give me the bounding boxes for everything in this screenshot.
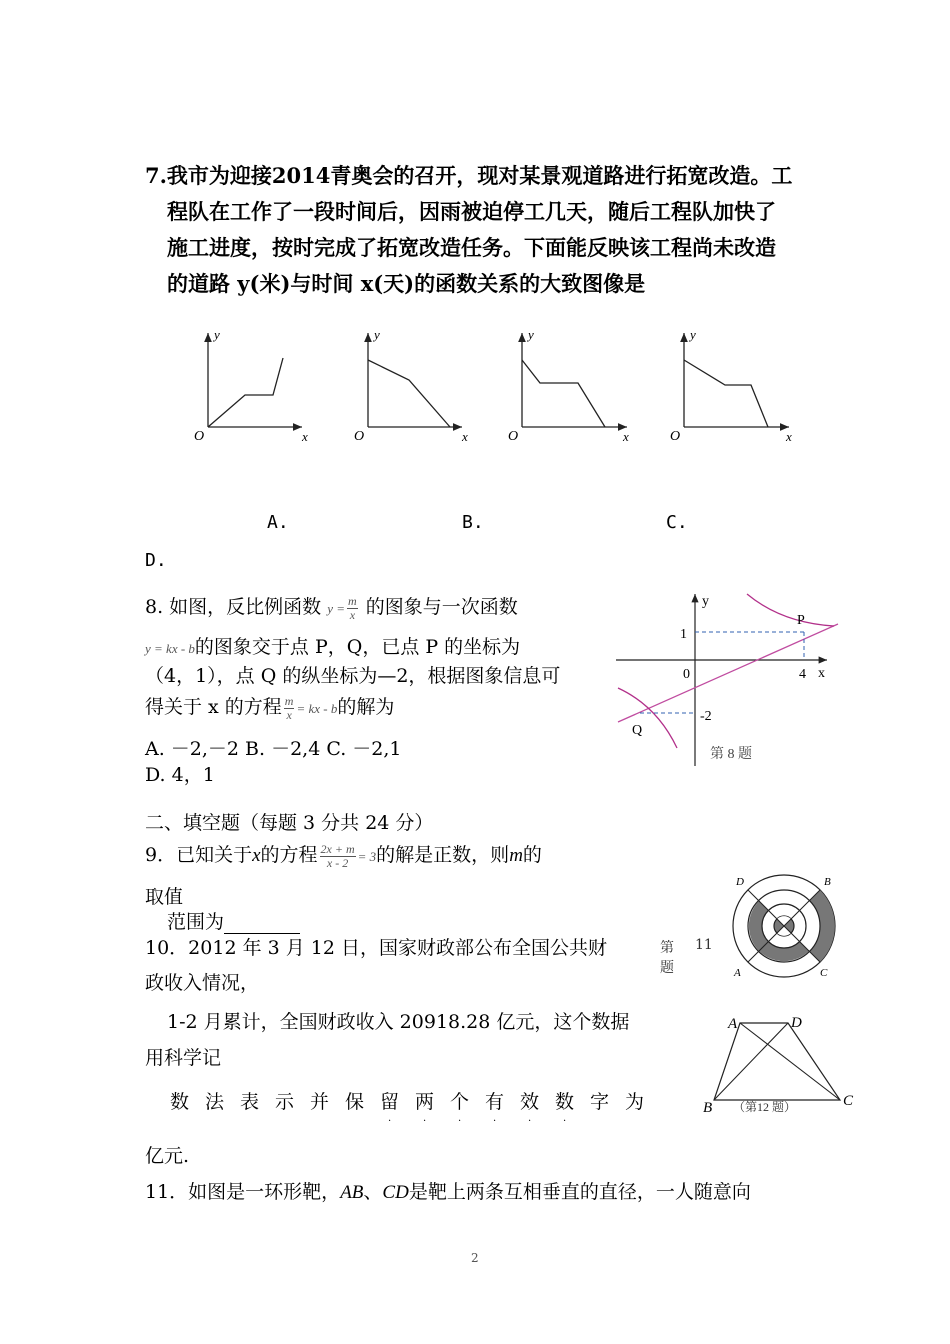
q12-label-a: A [728,1016,738,1032]
q8-point-q: Q [632,723,643,738]
q9-answer-blank[interactable] [224,915,300,934]
q9-den: x - 2 [326,855,349,870]
q8-y-label: y [702,594,709,609]
q10-line-4: 用科学记 [145,1047,222,1069]
q10-line-3: 1-2 月累计，全国财政收入 20918.28 亿元，这个数据 [167,1011,630,1033]
q11-label-c: C [820,967,828,979]
q10-char: 保 [344,1091,364,1113]
q8-x-label: x [818,666,825,681]
q8-option-d: D. 4，1 [145,764,215,786]
q10-line-1: 10．2012 年 3 月 12 日，国家财政部公布全国公共财 [145,937,607,959]
q7-line-1: 7.我市为迎接2014青奥会的召开，现对某景观道路进行拓宽改造。工 [145,163,793,188]
q10-char-emphasis: 效 [519,1091,539,1113]
q9-line-2: 取值 [145,886,184,908]
q7-graphs [185,325,810,450]
q8-eq-rhs: = kx - b [296,701,338,716]
q12-caption: （第12 题） [733,1100,797,1114]
q11-target-figure [728,872,843,980]
q11-caption-2: 11 [695,937,713,953]
q10-char: 法 [204,1091,224,1113]
q7-c-y-label: y [528,327,534,342]
q12-diagonal-bd [714,1023,788,1100]
q9-tail: 的 [522,844,542,866]
q8-eq-inverse-lhs: y = [327,601,346,616]
q9-fraction [320,843,356,870]
q10-line-2: 政收入情况， [145,972,260,994]
q8-point-p: P [797,613,805,628]
q9-num: 2x + m [320,841,355,856]
q9-line-3 [167,907,300,934]
q8-figure [612,588,842,768]
q10-char: 并 [309,1091,329,1113]
q8-tick-neg2: -2 [700,709,712,724]
q8-eq-num: m [284,693,294,708]
q7-b-y-label: y [374,327,380,342]
q10-char: 数 [169,1091,189,1113]
q10-char: 示 [274,1091,294,1113]
q12-label-c: C [843,1093,854,1109]
q12-label-b: B [703,1100,713,1116]
q8-line-4-suffix: 的解为 [337,696,395,718]
q7-a-x-label: x [302,429,308,444]
q8-line-4 [145,692,394,722]
q8-line-1 [145,592,518,622]
section-2-title: 二、填空题（每题 3 分共 24 分） [145,812,434,834]
q10-char: 字 [589,1091,609,1113]
q8-eq-den: x [286,707,292,722]
q11-label-a: A [734,967,741,979]
q8-line-1-suffix: 的图象与一次函数 [365,596,518,618]
q11-line-1 [145,1177,751,1204]
q10-line-5 [162,1087,652,1124]
q9-line-3-text: 范围为 [167,911,225,933]
q8-eq-inverse-fraction [347,595,358,622]
q8-eq-fraction [284,695,295,722]
q9-suffix: 的解是正数，则 [376,844,510,866]
q7-option-b: B. [462,512,484,533]
q9-prefix: 9．已知关于 [145,844,253,866]
q9-mid: 的方程 [260,844,318,866]
q8-line-4-prefix: 得关于 x 的方程 [145,696,282,718]
q7-line-4: 的道路 y(米)与时间 x(天)的函数关系的大致图像是 [167,271,646,296]
q8-hyperbola-upper [747,594,834,626]
q8-eq-linear: y = kx - b [145,641,195,656]
q10-line-6: 亿元. [145,1145,190,1167]
q11-ab: AB [340,1182,364,1203]
q8-line-2-suffix: 的图象交于点 P，Q，已点 P 的坐标为 [194,636,521,658]
q7-b-origin: O [354,429,365,444]
q8-caption: 第 8 题 [710,747,752,762]
q10-char-emphasis: 有 [484,1091,504,1113]
q12-label-d: D [791,1015,802,1031]
q11-label-b: B [824,876,831,888]
q9-var-m: m [509,845,523,866]
q9-var-x: x [252,845,261,866]
q11-suffix: 是靶上两条互相垂直的直径，一人随意向 [408,1181,751,1203]
q7-option-d: D. [145,550,167,571]
q12-diagonal-ac [740,1023,840,1100]
q8-line-3: （4，1），点 Q 的纵坐标为—2，根据图象信息可 [145,665,561,687]
q8-origin: 0 [683,667,690,682]
q10-char-emphasis: 个 [449,1091,469,1113]
page-number: 2 [471,1251,479,1265]
q11-caption-1: 第 [660,940,674,956]
q7-graph-d [670,327,792,444]
q8-line-1-prefix: 8. 如图，反比例函数 [145,596,322,618]
q11-sep: 、 [363,1181,383,1203]
q10-char: 为 [624,1091,644,1113]
q8-line-2 [145,632,520,659]
q12-trapezoid-figure [700,1008,860,1118]
q7-option-c: C. [666,512,688,533]
q7-graph-b [354,327,468,444]
q11-caption-3: 题 [660,960,674,976]
q8-eq-inverse-den: x [349,607,356,622]
q9-rhs: = 3 [357,849,377,864]
q7-b-x-label: x [462,429,468,444]
q8-tick-1: 1 [680,627,687,642]
q10-char: 表 [239,1091,259,1113]
q8-tick-4: 4 [799,667,806,682]
q7-graph-c [508,327,629,444]
q7-line-3: 施工进度，按时完成了拓宽改造任务。下面能反映该工程尚未改造 [167,235,776,260]
q7-d-y-label: y [690,327,696,342]
q7-graph-a [194,327,308,444]
q8-eq-inverse-num: m [348,593,357,608]
q7-c-x-label: x [623,429,629,444]
q11-prefix: 11．如图是一环形靶， [145,1181,341,1203]
q7-d-x-label: x [786,429,792,444]
q7-d-origin: O [670,429,681,444]
q10-char-emphasis: 留 [379,1091,399,1113]
q11-label-d: D [736,876,744,888]
q7-a-y-label: y [214,327,220,342]
q9-line-1 [145,840,542,870]
q10-char-emphasis: 数 [554,1091,574,1113]
q8-options: A. －2,－2 B. －2,4 C. －2,1 [145,738,402,760]
q7-option-a: A. [267,512,289,533]
q11-cd: CD [382,1182,409,1203]
q7-line-2: 程队在工作了一段时间后，因雨被迫停工几天，随后工程队加快了 [167,199,776,224]
q7-c-origin: O [508,429,519,444]
q7-a-origin: O [194,429,205,444]
q10-char-emphasis: 两 [414,1091,434,1113]
